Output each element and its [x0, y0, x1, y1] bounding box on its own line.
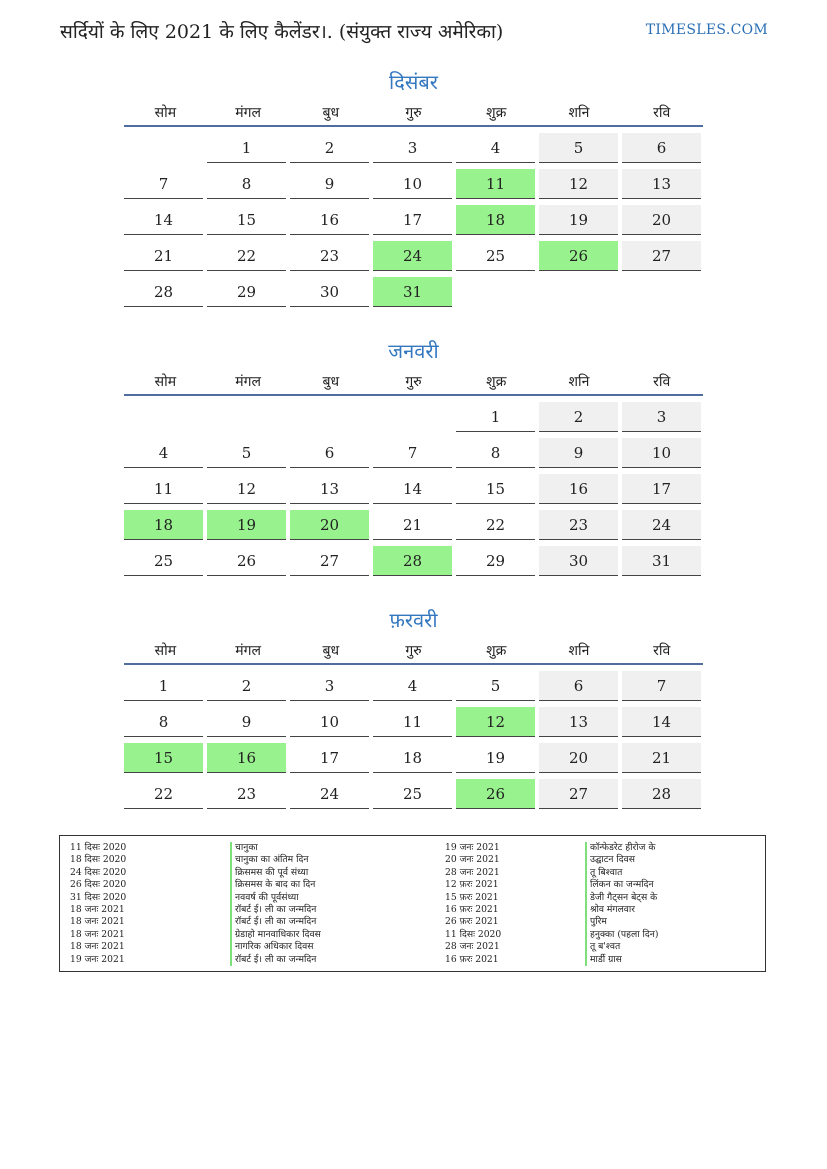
day-grid — [124, 133, 703, 307]
month-title: दिसंबर — [389, 70, 438, 94]
day-cell[interactable]: 22 — [124, 779, 203, 809]
weekday-label: रवि — [653, 642, 671, 659]
day-cell[interactable]: 1 — [124, 671, 203, 701]
weekday-label: शनि — [568, 373, 590, 390]
legend-entry: 16 फ़रः 2021 — [445, 953, 499, 965]
day-cell[interactable]: 7 — [373, 438, 452, 468]
holiday-day-cell[interactable]: 31 — [373, 277, 452, 307]
day-cell[interactable]: 4 — [456, 133, 535, 163]
weekday-label: सोम — [154, 642, 177, 659]
legend-left-dates — [70, 842, 126, 966]
day-cell[interactable]: 10 — [290, 707, 369, 737]
empty-cell — [207, 402, 286, 432]
day-cell[interactable]: 7 — [622, 671, 701, 701]
day-cell[interactable]: 10 — [373, 169, 452, 199]
day-cell[interactable]: 15 — [456, 474, 535, 504]
weekday-label: बुध — [322, 104, 340, 121]
day-cell[interactable]: 16 — [539, 474, 618, 504]
legend-entry: 18 जनः 2021 — [70, 941, 125, 953]
holiday-day-cell[interactable]: 19 — [207, 510, 286, 540]
day-cell[interactable]: 1 — [207, 133, 286, 163]
weekday-label: बुध — [322, 642, 340, 659]
legend-entry: 19 जनः 2021 — [70, 953, 125, 965]
day-cell[interactable]: 11 — [124, 474, 203, 504]
legend-entry: ग्रेडाहो मानवाधिकार दिवस — [230, 929, 321, 941]
legend-left-names — [230, 842, 321, 966]
day-cell[interactable]: 22 — [456, 510, 535, 540]
day-cell[interactable]: 2 — [539, 402, 618, 432]
day-cell[interactable]: 13 — [622, 169, 701, 199]
legend-entry: उद्घाटन दिवस — [585, 854, 659, 866]
weekday-label: गुरु — [405, 642, 422, 659]
day-cell[interactable]: 21 — [373, 510, 452, 540]
day-cell[interactable]: 14 — [622, 707, 701, 737]
legend-entry: चानुका — [230, 842, 321, 854]
holiday-day-cell[interactable]: 24 — [373, 241, 452, 271]
day-cell[interactable]: 3 — [290, 671, 369, 701]
legend-entry: चानुका का अंतिम दिन — [230, 854, 321, 866]
empty-cell — [373, 402, 452, 432]
weekday-label: सोम — [154, 373, 177, 390]
holiday-legend — [59, 835, 766, 972]
day-cell[interactable]: 28 — [622, 779, 701, 809]
day-cell[interactable]: 4 — [124, 438, 203, 468]
legend-entry: 18 जनः 2021 — [70, 916, 125, 928]
holiday-day-cell[interactable]: 11 — [456, 169, 535, 199]
legend-entry: 18 जनः 2021 — [70, 928, 125, 940]
day-cell[interactable]: 9 — [290, 169, 369, 199]
day-cell[interactable]: 8 — [124, 707, 203, 737]
weekday-label: शनि — [568, 642, 590, 659]
day-cell[interactable]: 27 — [290, 546, 369, 576]
day-cell[interactable]: 19 — [456, 743, 535, 773]
day-cell[interactable]: 6 — [290, 438, 369, 468]
day-cell[interactable]: 28 — [124, 277, 203, 307]
legend-entry: क्रिसमस की पूर्व संध्या — [230, 867, 321, 879]
day-cell[interactable]: 13 — [290, 474, 369, 504]
day-cell[interactable]: 16 — [290, 205, 369, 235]
legend-right-dates — [445, 842, 501, 966]
legend-entry: 28 जनः 2021 — [445, 866, 500, 878]
legend-entry: लिंकन का जन्मदिन — [585, 879, 659, 891]
day-cell[interactable]: 9 — [207, 707, 286, 737]
day-cell[interactable]: 12 — [539, 169, 618, 199]
legend-entry: 24 दिसः 2020 — [70, 866, 127, 878]
weekday-label: शुक्र — [486, 642, 507, 659]
day-cell[interactable]: 15 — [207, 205, 286, 235]
legend-entry: 11 दिसः 2020 — [445, 928, 502, 940]
day-cell[interactable]: 5 — [207, 438, 286, 468]
day-cell[interactable]: 17 — [622, 474, 701, 504]
weekday-label: मंगल — [235, 642, 261, 659]
day-cell[interactable]: 2 — [290, 133, 369, 163]
legend-entry: 31 दिसः 2020 — [70, 891, 127, 903]
holiday-day-cell[interactable]: 18 — [124, 510, 203, 540]
legend-entry: श्रोव मंगलवार — [585, 904, 659, 916]
day-cell[interactable]: 5 — [539, 133, 618, 163]
day-cell[interactable]: 8 — [456, 438, 535, 468]
legend-entry: नववर्ष की पूर्वसंध्या — [230, 892, 321, 904]
day-cell[interactable]: 20 — [539, 743, 618, 773]
weekday-label: मंगल — [235, 373, 261, 390]
month-january — [124, 334, 703, 576]
day-cell[interactable]: 27 — [622, 241, 701, 271]
day-cell[interactable]: 2 — [207, 671, 286, 701]
day-grid — [124, 671, 703, 809]
empty-cell — [290, 402, 369, 432]
weekday-header — [124, 637, 703, 665]
weekday-label: शुक्र — [486, 373, 507, 390]
legend-entry: नागरिक अधिकार दिवस — [230, 941, 321, 953]
legend-entry: रॉबर्ट ई। ली का जन्मदिन — [230, 954, 321, 966]
day-cell[interactable]: 17 — [290, 743, 369, 773]
weekday-label: मंगल — [235, 104, 261, 121]
day-cell[interactable]: 14 — [124, 205, 203, 235]
day-cell[interactable]: 31 — [622, 546, 701, 576]
legend-entry: डेजी गैट्सन बेट्स के — [585, 892, 659, 904]
day-cell[interactable]: 25 — [456, 241, 535, 271]
holiday-day-cell[interactable]: 26 — [539, 241, 618, 271]
day-cell[interactable]: 11 — [373, 707, 452, 737]
legend-entry: 18 जनः 2021 — [70, 903, 125, 915]
holiday-day-cell[interactable]: 28 — [373, 546, 452, 576]
day-cell[interactable]: 8 — [207, 169, 286, 199]
page-title: सर्दियों के लिए 2021 के लिए कैलेंडर।. (संयुक्त राज्य अमेरिका) — [60, 21, 504, 43]
day-cell[interactable]: 20 — [622, 205, 701, 235]
day-cell[interactable]: 3 — [373, 133, 452, 163]
holiday-day-cell[interactable]: 26 — [456, 779, 535, 809]
holiday-day-cell[interactable]: 15 — [124, 743, 203, 773]
weekday-label: सोम — [154, 104, 177, 121]
day-cell[interactable]: 26 — [207, 546, 286, 576]
day-cell[interactable]: 23 — [207, 779, 286, 809]
weekday-label: गुरु — [405, 373, 422, 390]
day-cell[interactable]: 29 — [456, 546, 535, 576]
legend-entry: कॉन्फेडरेट हीरोज के — [585, 842, 659, 854]
legend-entry: 20 जनः 2021 — [445, 854, 500, 866]
empty-cell — [124, 133, 203, 163]
month-title: फ़रवरी — [389, 608, 438, 632]
day-cell[interactable]: 24 — [290, 779, 369, 809]
legend-entry: मार्डी ग्रास — [585, 954, 659, 966]
day-cell[interactable]: 18 — [373, 743, 452, 773]
day-cell[interactable]: 19 — [539, 205, 618, 235]
day-cell[interactable]: 24 — [622, 510, 701, 540]
day-cell[interactable]: 12 — [207, 474, 286, 504]
weekday-label: शनि — [568, 104, 590, 121]
day-cell[interactable]: 27 — [539, 779, 618, 809]
month-december — [124, 65, 703, 307]
day-cell[interactable]: 30 — [539, 546, 618, 576]
legend-entry: पुरिम — [585, 916, 659, 928]
day-cell[interactable]: 9 — [539, 438, 618, 468]
legend-entry: 26 फ़रः 2021 — [445, 916, 499, 928]
day-cell[interactable]: 5 — [456, 671, 535, 701]
legend-right-names — [585, 842, 659, 966]
legend-entry: 18 दिसः 2020 — [70, 854, 127, 866]
day-cell[interactable]: 29 — [207, 277, 286, 307]
legend-entry: 19 जनः 2021 — [445, 842, 500, 853]
holiday-day-cell[interactable]: 16 — [207, 743, 286, 773]
holiday-day-cell[interactable]: 18 — [456, 205, 535, 235]
legend-entry: 12 फ़रः 2021 — [445, 879, 499, 891]
day-cell[interactable]: 14 — [373, 474, 452, 504]
day-cell[interactable]: 30 — [290, 277, 369, 307]
day-cell[interactable]: 25 — [373, 779, 452, 809]
weekday-label: बुध — [322, 373, 340, 390]
day-cell[interactable]: 1 — [456, 402, 535, 432]
day-cell[interactable]: 25 — [124, 546, 203, 576]
empty-cell — [124, 402, 203, 432]
day-cell[interactable]: 23 — [539, 510, 618, 540]
weekday-label: रवि — [653, 104, 671, 121]
legend-entry: 26 दिसः 2020 — [70, 879, 127, 891]
legend-entry: तू ब'श्वत — [585, 941, 659, 953]
legend-entry: 11 दिसः 2020 — [70, 842, 127, 853]
day-cell[interactable]: 13 — [539, 707, 618, 737]
legend-entry: क्रिसमस के बाद का दिन — [230, 879, 321, 891]
holiday-day-cell[interactable]: 20 — [290, 510, 369, 540]
day-cell[interactable]: 22 — [207, 241, 286, 271]
weekday-label: शुक्र — [486, 104, 507, 121]
day-cell[interactable]: 6 — [622, 133, 701, 163]
weekday-label: रवि — [653, 373, 671, 390]
day-cell[interactable]: 23 — [290, 241, 369, 271]
legend-entry: 16 फ़रः 2021 — [445, 903, 499, 915]
legend-entry: रॉबर्ट ई। ली का जन्मदिन — [230, 904, 321, 916]
brand-link[interactable]: TIMESLES.COM — [645, 22, 768, 38]
day-grid — [124, 402, 703, 576]
day-cell[interactable]: 4 — [373, 671, 452, 701]
legend-entry: रॉबर्ट ई। ली का जन्मदिन — [230, 916, 321, 928]
month-february — [124, 603, 703, 809]
weekday-header — [124, 99, 703, 127]
day-cell[interactable]: 21 — [124, 241, 203, 271]
day-cell[interactable]: 7 — [124, 169, 203, 199]
weekday-label: गुरु — [405, 104, 422, 121]
legend-entry: 15 फ़रः 2021 — [445, 891, 499, 903]
day-cell[interactable]: 3 — [622, 402, 701, 432]
weekday-header — [124, 368, 703, 396]
legend-entry: तू बिश्वात — [585, 867, 659, 879]
holiday-day-cell[interactable]: 12 — [456, 707, 535, 737]
day-cell[interactable]: 10 — [622, 438, 701, 468]
legend-entry: हनुक्का (पहला दिन) — [585, 929, 659, 941]
day-cell[interactable]: 21 — [622, 743, 701, 773]
month-title: जनवरी — [388, 339, 439, 363]
legend-entry: 28 जनः 2021 — [445, 941, 500, 953]
day-cell[interactable]: 17 — [373, 205, 452, 235]
day-cell[interactable]: 6 — [539, 671, 618, 701]
